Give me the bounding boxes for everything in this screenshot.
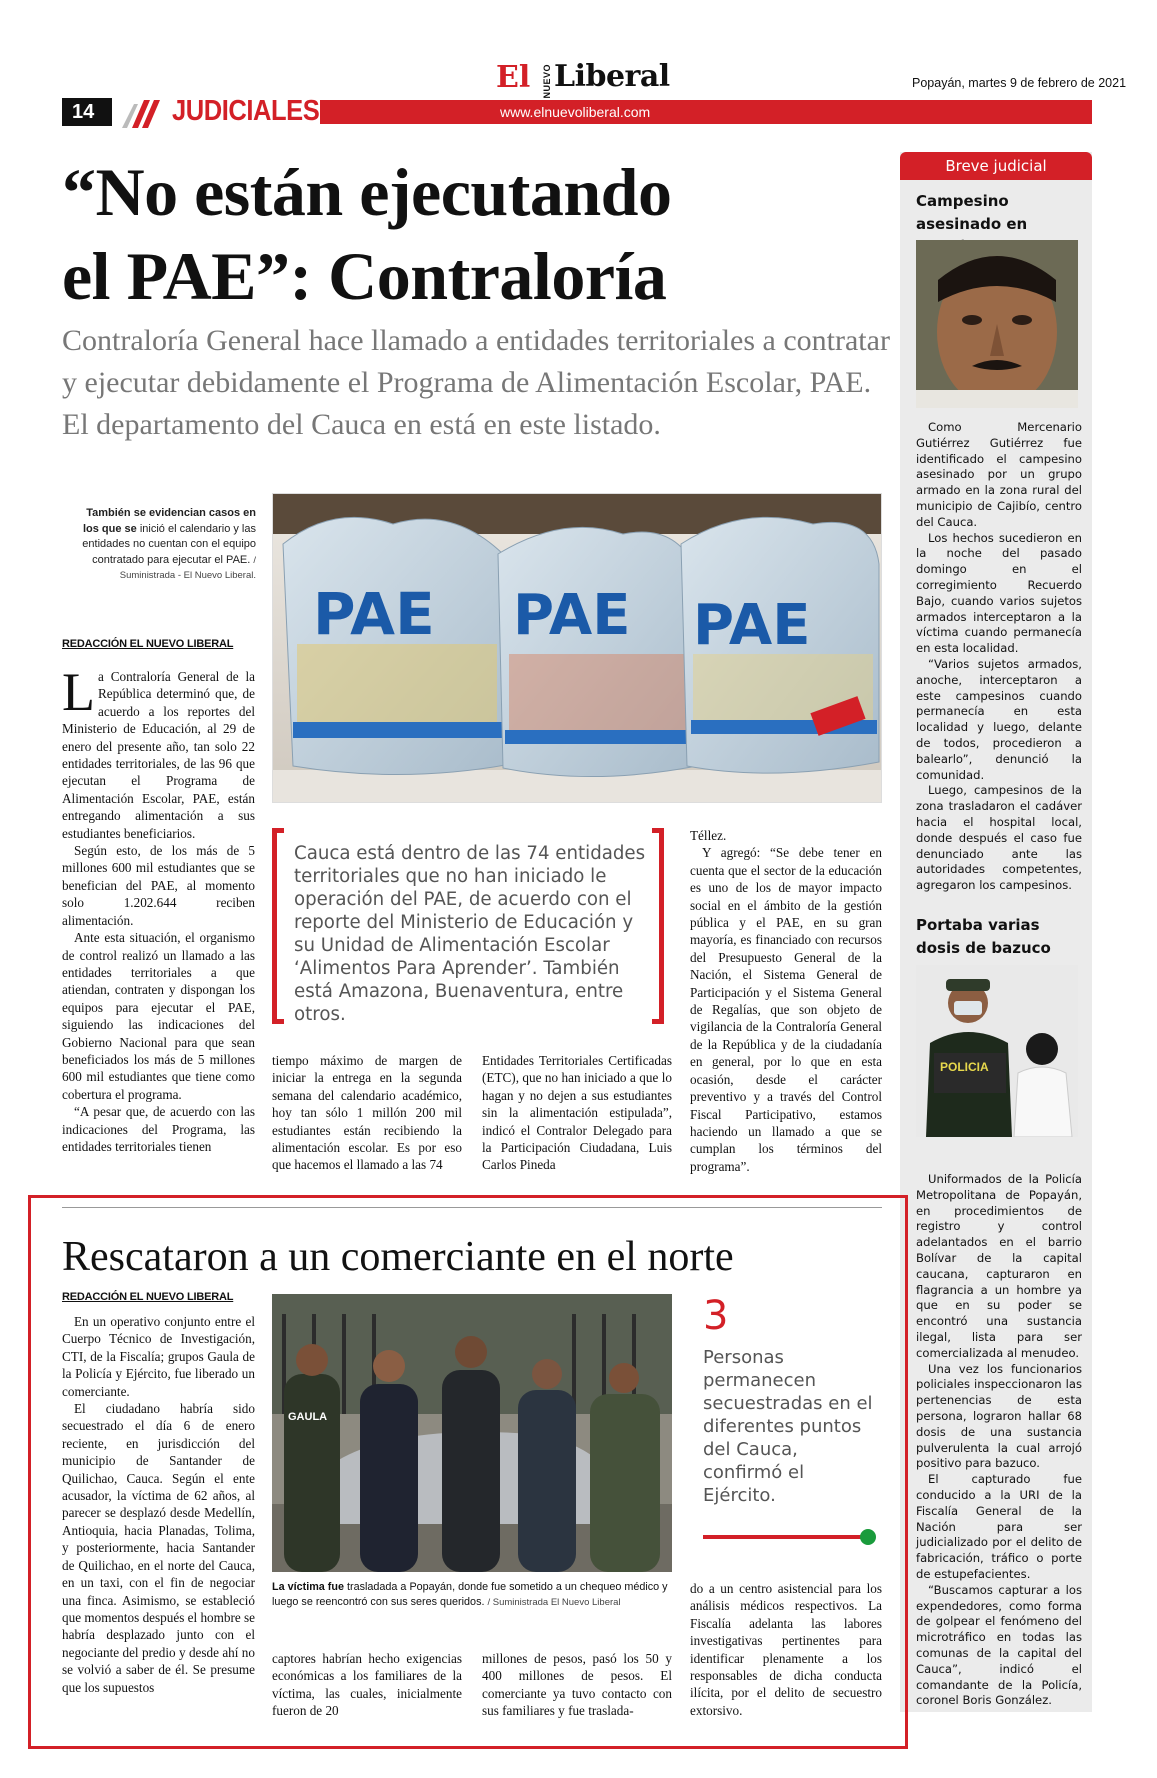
main-col1-p1: a Contraloría General de la República determinó que, de acuerdo a los reportes del Ministerio de Educación, al 29 de enero del presente año, tan solo 22 entidades territoriales, de las 96 que ejecutan el Programa de Alimentación Escolar, PAE, están entregando alimentación a sus estudiantes beneficiarios. [62,669,255,841]
sidebar-header: Breve judicial [900,152,1092,180]
portrait-illustration [916,240,1078,408]
victim-portrait-photo [916,240,1078,408]
dateline: Popayán, martes 9 de febrero de 2021 [912,76,1127,90]
rescue-caption-credit: / Suministrada El Nuevo Liberal [487,1597,621,1608]
brief-2-p1: Uniformados de la Policía Metropolitana de Popayán, en procedimientos de registro y control adelantados en el barrio Bolívar de la capital caucana, capturaron en flagrancia a un hombre ya que en su poder se encontró una sustancia ilegal, lista para ser comercializada al menudeo. [916,1172,1082,1360]
logo-nuevo: NUEVO [542,64,552,99]
rescue-byline: REDACCIÓN EL NUEVO LIBERAL [62,1291,234,1303]
brief-1-p3: “Varios sujetos armados, anoche, interceptaron a este campesinos cuando permanecía en esta localidad y luego, delante de todos, procedieron a balearlo”, denunció la comunidad. [916,656,1082,782]
pullquote-bracket-right [652,828,664,1024]
main-col2-text: tiempo máximo de margen de iniciar la entrega en la segunda semana del calendario académico, hoy tan sólo 1 millón 200 mil estudiantes están recibiendo la alimentación escolar. Es por eso que hacemos el llamado a las 74 [272,1053,462,1173]
main-byline: REDACCIÓN EL NUEVO LIBERAL [62,638,234,650]
main-col3-text: Entidades Territoriales Certificadas (ETC), que no han iniciado a que lo hagan y no dejen a sus estudiantes sin la alimentación estipulada”, indicó el Contralor Delegado para la Participación Ciudadana, Luis Carlos Pineda [482,1053,672,1173]
caption-bold: También se evidencian casos en los que se [82,507,256,535]
bag-label-2: PAE [513,583,631,648]
rescue-col3-text: millones de pesos, pasó los 50 y 400 millones de pesos. El comerciante ya tuvo contacto con sus familiares y fue traslada- [482,1651,672,1719]
brief-2-body [916,1172,1082,1709]
dropcap: L [62,662,95,722]
rescue-col-1 [62,1313,255,1696]
rescue-col2-text: captores habrían hecho exigencias económicas a los familiares de la víctima, las cuales, inicialmente fueron de 20 [272,1651,462,1719]
rescue-illustration [272,1294,672,1572]
brief-1-body [916,420,1082,894]
pae-bags-illustration [273,494,882,803]
brief-1-title: Campesino asesinado en [916,192,1028,233]
main-col-4 [690,827,882,1175]
rescue-col-2 [272,1650,462,1720]
rescue-col1-p2: El ciudadano habría sido secuestrado el día 6 de enero reciente, en jurisdicción del municipio de Santander de Quilichao, Cauca. Según el ente acusador, la víctima de 62 años, al parecer se desplazó desde Medellín, Antioquia, hacia Planadas, Tolima, y posteriormente, hacia Santander de Quilichao, en el norte del Cauca, en un taxi, con el fin de negociar una finca. Asimismo, se estableció que momentos después el hombre se habría desplazado junto con el negociante del predio y desde ahí no se volvió a saber de él. Se presume que los supuestos [62,1401,256,1695]
bag-label-3: PAE [693,593,811,658]
main-col-3 [482,1052,672,1174]
bag-label-1: PAE [313,580,435,648]
rescue-caption-text: trasladada a Popayán, donde fue sometido a un chequeo médico y luego se reencontró con sus seres queridos. [272,1581,668,1608]
caption-credit: / Suministrada - El Nuevo Liberal. [119,554,256,581]
main-col1-p2: Según esto, de los más de 5 millones 600 mil estudiantes que se benefician del PAE, al momento solo 1.202.644 reciben alimentación. [62,843,255,928]
headline-line-2: el PAE”: Contraloría [62,238,667,314]
gaula-vest-label: GAULA [288,1411,328,1423]
main-col-1 [62,662,255,1155]
stat-red-rule [703,1535,863,1539]
rescue-col4-text: do a un centro asistencial para los análisis médicos respectivos. La Fiscalía adelanta las labores investigativas pertinentes para identificar plenamente a los responsables de dicha conducta ilícita, por el delito de secuestro extorsivo. [690,1581,882,1718]
article-deck: Contraloría General hace llamado a entidades territoriales a contratar y ejecutar debidamente el Programa de Alimentación Escolar, PAE. El departamento del Cauca en está en este listado. [62,324,890,441]
pullquote: Cauca está dentro de las 74 entidades territoriales que no han iniciado le operación del PAE, de acuerdo con el reporte del Ministerio de Educación y su Unidad de Alimentación Escolar ‘Alimentos Para Aprender’. También está Amazona, Buenaventura, entre otros. [294,843,646,1025]
rescue-photo-caption [272,1580,672,1610]
photo-caption [80,506,256,584]
page-number: 14 [62,98,112,126]
header-red-bar [320,100,1092,124]
stat-text: Personas permanecen secuestradas en el diferentes puntos del Cauca, confirmó el Ejército. [703,1347,873,1506]
main-headline [62,150,862,318]
rescue-col1-p1: En un operativo conjunto entre el Cuerpo Técnico de Investigación, CTI, de la Fiscalía; grupos Gaula de la Policía y Ejército, fue liberado un comerciante. [62,1314,255,1399]
pae-bags-photo [272,493,882,803]
police-arrest-photo [916,965,1078,1137]
section-title: JUDICIALES [172,95,320,127]
rescue-top-rule [62,1207,882,1208]
pullquote-bracket-left [272,828,284,1024]
rescue-headline: Rescataron a un comerciante en el norte [62,1234,734,1280]
main-col4-p2: Y agregó: “Se debe tener en cuenta que el sector de la educación es uno de los de mayor impacto social en el ámbito de la gestión pública y el PAE, en su gran mayoría, es financiado con recursos del Presupuesto General de la Nación, el Sistema General de Participación y el Sistema General de Regalías, que son objeto de vigilancia de la Contraloría General de la República y de la ciudadanía en general, por lo que en esta ocasión, desde el carácter preventivo y a través del Control Fiscal Participativo, estamos haciendo un llamado a que se cumplan los términos del programa”. [690,845,882,1174]
police-illustration [916,965,1078,1137]
brief-2-p3: El capturado fue conducido a la URI de la Fiscalía General de la Nación para ser judicializado por el delito de fabricación, tráfico o porte de estupefacientes. [916,1472,1082,1581]
rescue-col-3 [482,1650,672,1720]
website-url: www.elnuevoliberal.com [500,104,651,120]
caption-text: inició el calendario y las entidades no cuentan con el equipo contratado para ejecutar el PAE. [82,522,256,566]
police-vest-label: POLICIA [940,1060,989,1074]
section-stripes-icon [122,96,162,128]
brief-1-p2: Los hechos sucedieron en la noche del pasado domingo en el corregimiento Recuerdo Bajo, cuando varios sujetos armados interceptaron a la víctima cuando permanecía en esta localidad. [916,530,1082,656]
main-col1-p3: Ante esta situación, el organismo de control realizó un llamado a las entidades territoriales a que atiendan, contraten y dispongan los equipos para ejecutar el PAE, siguiendo las indicaciones del Gobierno Nacional para que sean beneficiados los más de 5 millones 600 mil estudiantes que tiene como cobertura el programa. [62,930,255,1102]
logo-el: El [496,60,531,95]
main-col-2 [272,1052,462,1174]
main-col4-p1: Téllez. [690,828,727,843]
rescue-team-photo [272,1294,672,1572]
rescue-col-4 [690,1580,882,1719]
brief-1-p4: Luego, campesinos de la zona trasladaron el cadáver hacia el hospital local, donde después el caso fue denunciado ante las autoridades competentes, agregaron los campesinos. [916,783,1082,893]
brief-2-p2: Una vez los funcionarios policiales inspeccionaron las pertenencias de esta persona, lograron hallar 68 dosis de una sustancia pulverulenta la cual arrojó positivo para bazuco. [916,1361,1082,1471]
brief-2-p4: “Buscamos capturar a los expendedores, como forma de golpear el fenómeno del microtráfico en todas las comunas de la capital del Cauca”, indicó el comandante de la Policía, coronel Boris González. [916,1582,1082,1708]
rescue-caption-bold: La víctima fue [272,1581,345,1593]
brief-2-title: Portaba varias dosis de bazuco [916,916,1051,957]
main-col1-p4: “A pesar que, de acuerdo con las indicaciones del Programa, las entidades territoriales tienen [62,1104,255,1154]
logo-liberal: Liberal [554,59,670,94]
brief-1-p1: Como Mercenario Gutiérrez Gutiérrez fue identificado el campesino asesinado por un grupo armado en la zona rural del municipio de Cajibío, centro del Cauca. [916,420,1082,529]
stat-number: 3 [703,1293,729,1339]
headline-line-1: “No están ejecutando [62,154,672,230]
stat-green-dot [860,1529,876,1545]
